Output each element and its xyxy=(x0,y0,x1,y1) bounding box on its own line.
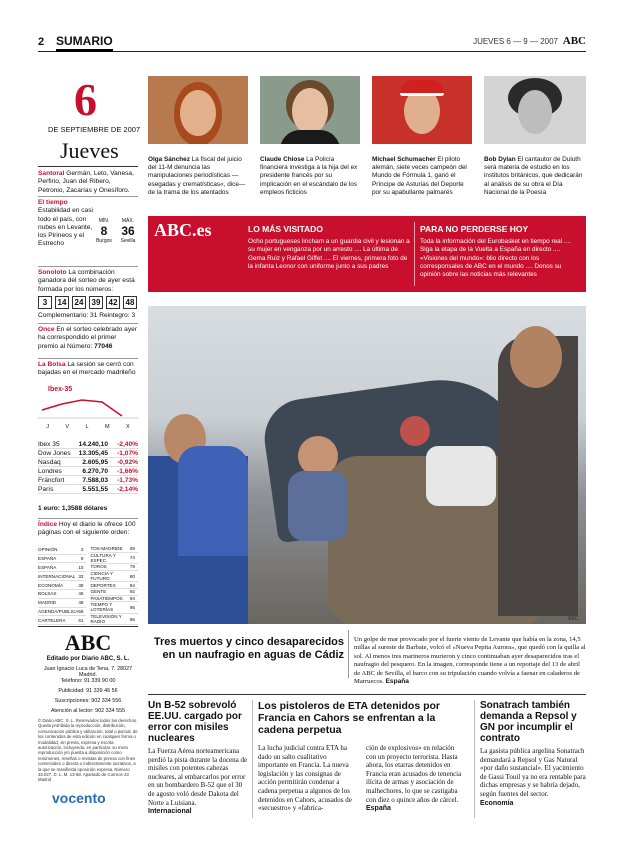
story-headline: Sonatrach también demanda a Repsol y GN por incumplir el contrato xyxy=(480,700,577,744)
dont-miss-text[interactable]: Toda la información del Eurobasket en tiempo real .... Siga la etapa de la Vuelta a España en directo .... «Visiones del mundo»: blio directo con los corresponsales de ABC en el mundo .... Donos su opinión sobre las noticias más relevantes xyxy=(420,238,571,279)
portrait-photo xyxy=(484,76,586,144)
index-table: OPINIÓN 3 ESPAÑA 9 ESPAÑA 10 INTERNACIONAL 33 ECONOMÍA 39 BOLSAS 46 MADRID 48 AGENDA/PUBLICA 56 CARTELERA 61 TOS-MADRIDE 69 CULTURA Y ESPEC. 74 TOROS 79 CIENCIA Y FUTURO 80 DEPORTES 84 GENTE 92 PASATIEMPOS 94 TIEMPO Y LOTERÍAS 95 TELEVISIÓN Y RADIO 96 xyxy=(38,546,138,625)
vocento-logo: vocento xyxy=(52,790,106,806)
sonoloto-extra: Complementario: 31 Reintegro: 3 xyxy=(38,312,136,319)
portrait-photo xyxy=(372,76,472,144)
weather: El tiempo Estabilidad en casi todo el país, con nubes en Levante, los Pirineos y el Estrecho xyxy=(38,199,93,248)
santoral: Santoral Germán, Leto, Vanesa, Perfirio, Juan del Ribero, Petronio, Zacarías y Onesíforo. xyxy=(38,170,134,194)
day-number: 6 xyxy=(74,74,97,125)
table-row: Dow Jones 13.305,45 -1,07% xyxy=(38,449,138,457)
stock-table xyxy=(38,440,138,494)
day-j: J xyxy=(46,424,49,430)
story-sonatrach: Sonatrach también demanda a Repsol y GN por incumplir el contrato La gasista pública argelina Sonatrach demandará a Repsol y Gas Natural «por daño sustancial». El yacimiento de Gassi Touil ya no era rentable para dichas empresas y se habría dejado, según fuentes del sector. Economía xyxy=(480,700,586,807)
section-title: SUMARIO xyxy=(56,34,113,52)
contact-lines: Teléfono: 91 339 90 00 Publicidad: 91 339 46 56 Suscripciones: 902 334 556 Atención al lector: 902 334 555 xyxy=(50,678,126,714)
lottery-numbers: 3 14 24 39 42 48 xyxy=(38,296,137,309)
euro-rate: 1 euro: 1,3588 dólares xyxy=(38,505,108,512)
portrait-photo xyxy=(260,76,360,144)
table-row: Nasdaq 2.605,95 -0,92% xyxy=(38,458,138,466)
day-x: X xyxy=(126,424,130,430)
page-number: 2 xyxy=(38,36,45,48)
masthead-logo: ABC xyxy=(64,630,112,655)
abces-logo[interactable]: ABC.es xyxy=(154,220,212,240)
portrait-caption: Bob Dylan El cantautor de Duluth será materia de estudio en los institutos británicos, que dedicarán al análisis de su obra el Día Nacional de la Poesía xyxy=(484,156,583,196)
story-b52: Un B-52 sobrevoló EE.UU. cargado por error con misiles nucleares La Fuerza Aérea norteamericana perdió la pista durante la docena de misiles con potentes cabezas nucleares, al embarcarlos por error en un bombardero B-52 que el 30 de agosto voló desde Dakota del Norte a Luisiana. Internacional xyxy=(148,700,248,816)
portrait-photo xyxy=(148,76,248,144)
sonoloto: Sonoloto La combinación ganadora del sorteo de ayer está formada por los números: xyxy=(38,269,135,293)
address: Juan Ignacio Luca de Tena, 7. 28027 Madrid. xyxy=(43,666,133,678)
legal-notice: © Diario ABC, S. L. Reservados todos los derechos. Queda prohibida la reproducción, distribución, comunicación pública y utilización, total o parcial, de los contenidos de esta edición en cualquier forma o modalidad, sin previa, expresa y escrita autorización, incluyendo, en particular, su mera reproducción y/o puesta a disposición como resúmenes, reseñas o revistas de prensa con fines comerciales o directa o indirectamente lucrativos, a la que se manifiesta oposición expresa. Número 33.027. D. L. M. 13-58. Apartado de Correos 43 Madrid xyxy=(38,718,138,783)
header-brand: ABC xyxy=(562,35,586,47)
weekday: Jueves xyxy=(60,138,119,163)
weather-temps: MÍN. 8 Burgos MÁX. 36 Sevilla xyxy=(96,218,136,244)
main-caption: Un golpe de mar provocado por el fuerte viento de Levante que había en la zona, 14,5 millas al sureste de Barbate, volcó el «Nueva Pepita Aurora», que quedó con la quilla al sol. Al menos tres marineros murieron y cinco continuaban ayer desaparecidos tras el naufragio del pesquero. En la imagen, corresponde tiene a un reportaje del 13 de abril de ABC de Sevilla, el barco con su tripulación cuando volvía a faenar en caladeros de Marruecos. España xyxy=(354,636,586,686)
ibex-line xyxy=(42,400,122,416)
ibex-chart xyxy=(38,380,138,436)
table-row: Fráncfort 7.588,03 -1,73% xyxy=(38,476,138,484)
bolsa-intro: La Bolsa La sesión se cerró con bajadas en el mercado madrileño xyxy=(38,361,136,377)
main-photo xyxy=(148,306,586,624)
once: Once En el sorteo celebrado ayer ha correspondido el primer premio al Número: 77046 xyxy=(38,326,137,350)
day-l: L xyxy=(85,424,89,430)
table-row: Londres 6.270,70 -1,66% xyxy=(38,467,138,475)
story-eta: Los pistoleros de ETA detenidos por Francia en Cahors se enfrentan a la cadena perpetua La lucha judicial contra ETA ha dado un salto cualitativo importante en Francia. La nueva legislación y las consignas de acción permitirán condenar a cadena perpetua a algunos de los detenidos en Cahors, acusados de «secuestro» y «fabrica- ción de explosivos» en relación con un proyecto terrorista. Hasta ahora, los etarras detenidos en Francia eran acusados de tenencia ilícita de armas y asociación de malhechores, lo que se castigaba con diez o quince años de cárcel. España xyxy=(258,700,468,814)
day-m: M xyxy=(105,424,110,430)
table-row: Ibex 35 14.240,10 -2,40% xyxy=(38,440,138,448)
indice-intro: Índice Hoy el diario le ofrece 100 páginas con el siguiente orden: xyxy=(38,521,136,537)
header-date: JUEVES 6 — 9 — 2007 xyxy=(473,37,558,46)
most-visited-title: LO MÁS VISITADO xyxy=(248,224,323,234)
main-headline: Tres muertos y cinco desaparecidos en un naufragio en aguas de Cádiz xyxy=(153,636,344,661)
most-visited-text[interactable]: Ocho portugueses lincham a un guardia civil y lesionan a su mujer en venganza por un arresto .... La última de Gema Ruiz y Rafael Giffet .... El viernes, primera foto de la infanta Leonor con uniforme junto a sus padres xyxy=(248,238,410,270)
story-headline: Un B-52 sobrevoló EE.UU. cargado por error con misiles nucleares xyxy=(148,700,242,744)
photo-credit: ABC xyxy=(568,616,579,622)
portrait-caption: Claude Chiose La Policía financiera investiga a la hija del ex presidente francés por su implicación en el escándalo de los empleos ficticios xyxy=(260,156,358,196)
ibex-label: Ibex-35 xyxy=(48,386,73,393)
publisher: Editado por Diario ABC, S. L. xyxy=(46,656,130,662)
table-row: París 5.551,55 -2,14% xyxy=(38,485,138,493)
abces-band xyxy=(148,216,586,292)
portrait-caption: Olga Sánchez La fiscal del juicio del 11-M denuncia las manipulaciones periodísticas —esegadas y crematísticas«, dice— de la trama de los atentados xyxy=(148,156,246,196)
day-v: V xyxy=(65,424,70,430)
month-year: DE SEPTIEMBRE DE 2007 xyxy=(48,125,141,134)
portrait-caption: Michael Schumacher El piloto alemán, siete veces campeón del Mundo de Fórmula 1, ganó el Príncipe de Asturias del Deporte por su apabullante palmarés xyxy=(372,156,467,196)
story-headline: Los pistoleros de ETA detenidos por Francia en Cahors se enfrentan a la cadena perpetua xyxy=(258,700,441,736)
dont-miss-title: PARA NO PERDERSE HOY xyxy=(420,224,529,234)
page-header xyxy=(38,34,586,52)
